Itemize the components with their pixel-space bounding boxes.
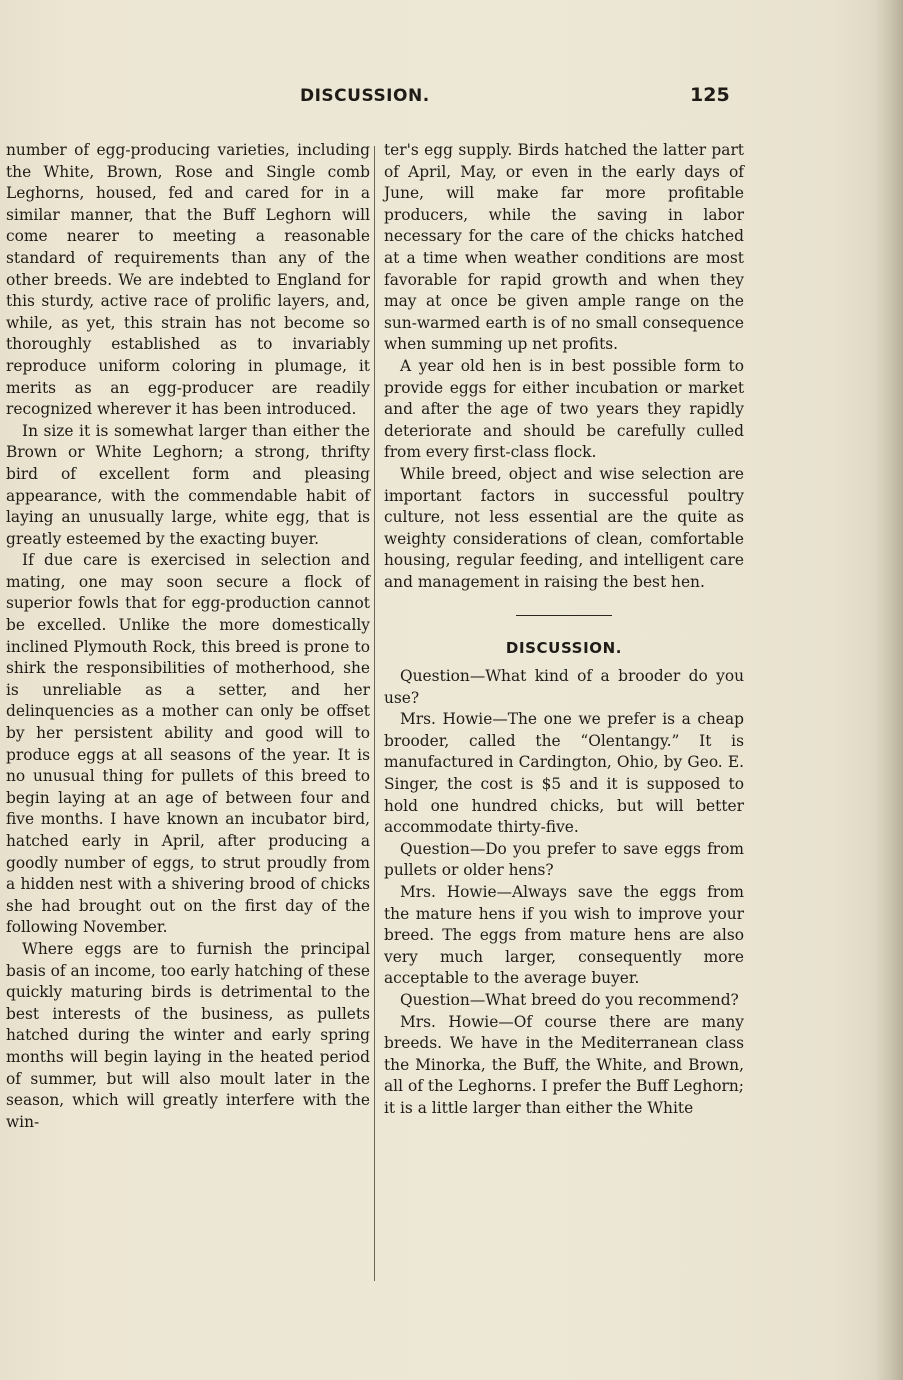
- page-edge-shadow: [875, 0, 903, 1380]
- question-paragraph: Question—Do you prefer to save eggs from pullets or older hens?: [384, 839, 744, 880]
- page-number: 125: [690, 84, 730, 106]
- body-paragraph: number of egg-producing varieties, including the White, Brown, Rose and Single comb Leghorns, housed, fed and cared for in a similar manner, that the Buff Leghorn will come nearer to meeting a reasonable standard of requirements than any of the other breeds. We are indebted to England for this sturdy, active race of prolific layers, and, while, as yet, this strain has not become so thoroughly established as to invariably reproduce uniform coloring in plumage, it merits as an egg-producer are readily recognized wherever it has been introduced.: [6, 141, 370, 419]
- question-paragraph: Question—What breed do you recommend?: [400, 990, 739, 1009]
- question-paragraph: Question—What kind of a brooder do you use?: [384, 667, 744, 707]
- section-divider: [516, 615, 612, 616]
- running-head-title: DISCUSSION.: [300, 86, 430, 106]
- body-paragraph: If due care is exercised in selection and mating, one may soon secure a flock of superior fowls that for egg-production cannot be excelled. Unlike the more domestically inclined Plymouth Rock, this breed is prone to shirk the responsibilities of motherhood, she is unreliable as a setter, and her delinquencies as a mother can only be offset by her persistent ability and good will to produce eggs at all seasons of the year. It is no unusual thing for pullets of this breed to begin laying at an age of between four and five months. I have known an incubator bird, hatched early in April, after producing a goodly number of eggs, to strut proudly from a hidden nest with a shivering brood of chicks she had brought out on the first day of the following November.: [6, 551, 370, 937]
- body-paragraph: While breed, object and wise selection are important factors in successful poultry culture, not less essential are the quite as weighty considerations of clean, comfortable housing, regular feeding, and intelligent care and management in raising the best hen.: [384, 464, 744, 591]
- answer-paragraph: Mrs. Howie—Always save the eggs from the mature hens if you wish to improve your breed. The eggs from mature hens are also very much larger, consequently more acceptable to the average buyer.: [384, 883, 744, 988]
- right-column: [384, 140, 744, 1120]
- column-rule: [374, 146, 375, 1281]
- body-paragraph: ter's egg supply. Birds hatched the latter part of April, May, or even in the early days of June, will make far more profitable producers, while the saving in labor necessary for the care of the chicks hatched at a time when weather conditions are most favorable for rapid growth and when they may at once be given ample range on the sun-warmed earth is of no small consequence when summing up net profits.: [384, 141, 744, 354]
- section-title: DISCUSSION.: [505, 639, 623, 658]
- body-paragraph: A year old hen is in best possible form to provide eggs for either incubation or market and after the age of two years they rapidly deteriorate and should be carefully culled from every first-class flock.: [384, 356, 744, 462]
- body-paragraph: Where eggs are to furnish the principal basis of an income, too early hatching of these quickly maturing birds is detrimental to the best interests of the business, as pullets hatched during the winter and early spring months will begin laying in the heated period of summer, but will also moult later in the season, which will greatly interfere with the win-: [6, 939, 370, 1131]
- running-head: [0, 86, 903, 112]
- left-column: [6, 140, 370, 1133]
- answer-paragraph: Mrs. Howie—Of course there are many breeds. We have in the Mediterranean class the Minorka, the Buff, the White, and Brown, all of the Leghorns. I prefer the Buff Leghorn; it is a little larger than either the White: [384, 1012, 744, 1117]
- answer-paragraph: Mrs. Howie—The one we prefer is a cheap brooder, called the “Olentangy.” It is manufactured in Cardington, Ohio, by Geo. E. Singer, the cost is $5 and it is supposed to hold one hundred chicks, but will better accommodate thirty-five.: [384, 710, 744, 837]
- body-paragraph: In size it is somewhat larger than either the Brown or White Leghorn; a strong, thrifty bird of excellent form and pleasing appearance, with the commendable habit of laying an unusually large, white egg, that is greatly esteemed by the exacting buyer.: [6, 421, 370, 548]
